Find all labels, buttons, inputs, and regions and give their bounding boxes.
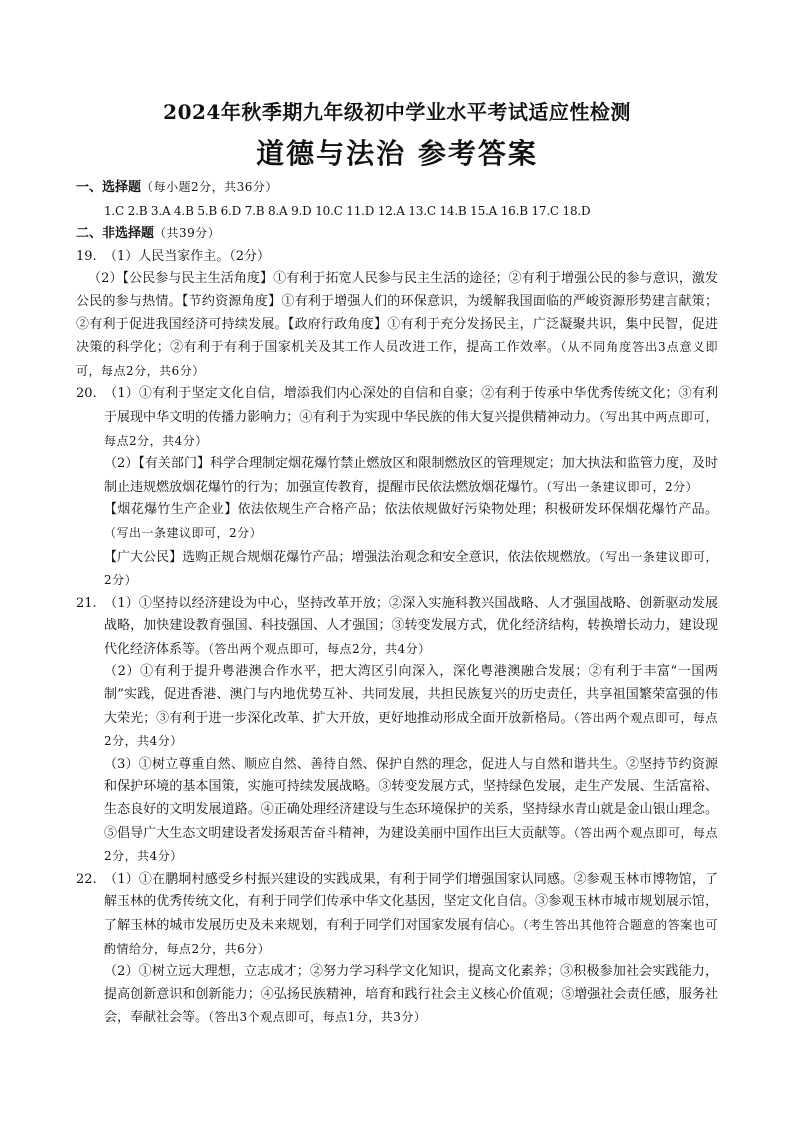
q21-part3 <box>76 754 718 869</box>
answer-key-title: 道德与法治 参考答案 <box>256 137 538 170</box>
q19-part2 <box>76 268 718 383</box>
q20-part4-text: 【广大公民】选购正规合规烟花爆竹产品；增强法治观念和安全意识，依法依规燃放。 <box>104 549 599 565</box>
q22-part2-note: （答出3个观点即可，每点1分，共3分） <box>208 1010 427 1025</box>
q21-part1 <box>76 593 718 662</box>
q20-part1-text: （1）①有利于坚定文化自信，增添我们内心深处的自信和自豪；②有利于传承中华优秀传统文化；③有利于展现中华文明的传播力影响力；④有利于为实现中华民族的伟大复兴提供精神动力。 <box>104 386 718 425</box>
q19-part1 <box>76 246 718 269</box>
section-choice-label: 一、选择题 <box>76 180 142 195</box>
choice-answers: 1.C 2.B 3.A 4.B 5.B 6.D 7.B 8.A 9.D 10.C 11.D 12.A 13.C 14.B 15.A 16.B 17.C 18.D <box>104 203 591 218</box>
q19-part2-text: （2）【公民参与民主生活角度】①有利于拓宽人民参与民主生活的途径；②有利于增强公民的参与意识，激发公民的参与热情。【节约资源角度】①有利于增强人们的环保意识，为缓解我国面临的严峻资源形势建言献策；②有利于促进我国经济可持续发展。【政府行政角度】①有利于充分发扬民主，广泛凝聚共识，集中民智，促进决策的科学化；②有利于有利于国家机关及其工作人员改进工作，提高工作效率。 <box>76 271 718 356</box>
q22-number: 22. <box>76 871 97 887</box>
q20-part2-note: （写出一条建议即可，2分） <box>546 479 699 494</box>
section-nonchoice-note: （共39分） <box>154 226 221 241</box>
section-choice-heading <box>76 176 718 200</box>
q20-part2-text: （2）【有关部门】科学合理制定烟花爆竹禁止燃放区和限制燃放区的管理规定；加大执法和监管力度，及时制止违规燃放烟花爆竹的行为；加强宣传教育，提醒市民依法燃放烟花爆竹。 <box>104 456 718 495</box>
q21-part2 <box>76 661 718 753</box>
q21-part3-text: （3）①树立尊重自然、顺应自然、善待自然、保护自然的理念，促进人与自然和谐共生。②坚持节约资源和保护环境的基本国策，实施可持续发展战略。③转变发展方式，坚持绿色发展，走生产发展、生活富裕、生态良好的文明发展道路。④正确处理经济建设与生态环境保护的关系，坚持绿水青山就是金山银山理念。⑤倡导广大生态文明建设者发扬艰苦奋斗精神，为建设美丽中国作出巨大贡献等。 <box>104 756 718 841</box>
q21-part1-text: （1）①坚持以经济建设为中心，坚持改革开放；②深入实施科教兴国战略、人才强国战略、创新驱动发展战略，加快建设教育强国、科技强国、人才强国；③转变发展方式，优化经济结构，转换增长动力，建设现代化经济体系等。 <box>104 595 718 657</box>
q20-number: 20. <box>76 386 97 402</box>
q21-part1-note: （答出两个观点即可，每点2分，共4分） <box>208 641 431 656</box>
q22-part1-note: （考生答出其他符合题意的答案也可酌情给分，每点2分，共6分） <box>104 918 718 956</box>
q22-part1-text: （1）①在鹏垌村感受乡村振兴建设的实践成果，有利于同学们增强国家认同感。②参观玉林市博物馆，了解玉林的优秀传统文化，有利于同学们传承中华文化基因，坚定文化自信。③参观玉林市城市规划展示馆，了解玉林的城市发展历史及未来规划，有利于同学们对国家发展有信心。 <box>104 871 718 933</box>
q19-part2-note: （从不同角度答出3点意义即可，每点2分，共6分） <box>76 340 718 378</box>
q22-part2 <box>76 961 718 1030</box>
q20-part1 <box>76 383 718 453</box>
q20-part4 <box>76 546 718 593</box>
q19-part1-text: （1）人民当家作主。（2分） <box>104 248 271 264</box>
q22-part2-text: （2）①树立远大理想，立志成才；②努力学习科学文化知识，提高文化素养；③积极参加社会实践能力，提高创新意识和创新能力；④弘扬民族精神，培育和践行社会主义核心价值观；⑤增强社会责任感，服务社会，奉献社会等。 <box>104 964 718 1026</box>
q21-number: 21. <box>76 595 97 611</box>
exam-title: 2024年秋季期九年级初中学业水平考试适应性检测 <box>163 100 631 124</box>
q20-part4-note: （写出一条建议即可，2分） <box>104 549 718 588</box>
q21-part2-note: （答出两个观点即可，每点2分，共4分） <box>104 710 718 749</box>
q22-part1 <box>76 869 718 961</box>
q20-part3-note: （写出一条建议即可，2分） <box>104 525 263 540</box>
section-nonchoice-label: 二、非选择题 <box>76 226 155 242</box>
q21-part3-note: （答出两个观点即可，每点2分，共4分） <box>104 825 718 864</box>
section-choice-note: （每小题2分，共36分） <box>141 180 278 194</box>
answer-content <box>76 176 718 1030</box>
q20-part3 <box>76 499 718 545</box>
q20-part1-note: （写出其中两点即可，每点2分，共4分） <box>104 409 718 448</box>
q21-part2-text: （2）①有利于提升粤港澳合作水平，把大湾区引向深入，深化粤港澳融合发展；②有利于丰富“一国两制”实践，促进香港、澳门与内地优势互补、共同发展，共担民族复兴的历史责任，共享祖国繁荣富强的伟大荣光；③有利于进一步深化改革、扩大开放，更好地推动形成全面开放新格局。 <box>104 664 718 726</box>
q19-number: 19. <box>76 248 97 264</box>
q20-part2 <box>76 453 718 499</box>
section-nonchoice-heading <box>76 222 718 246</box>
q20-part3-text: 【烟花爆竹生产企业】依法依规生产合格产品；依法依规做好污染物处理；积极研发环保烟花爆竹产品。 <box>104 502 718 518</box>
